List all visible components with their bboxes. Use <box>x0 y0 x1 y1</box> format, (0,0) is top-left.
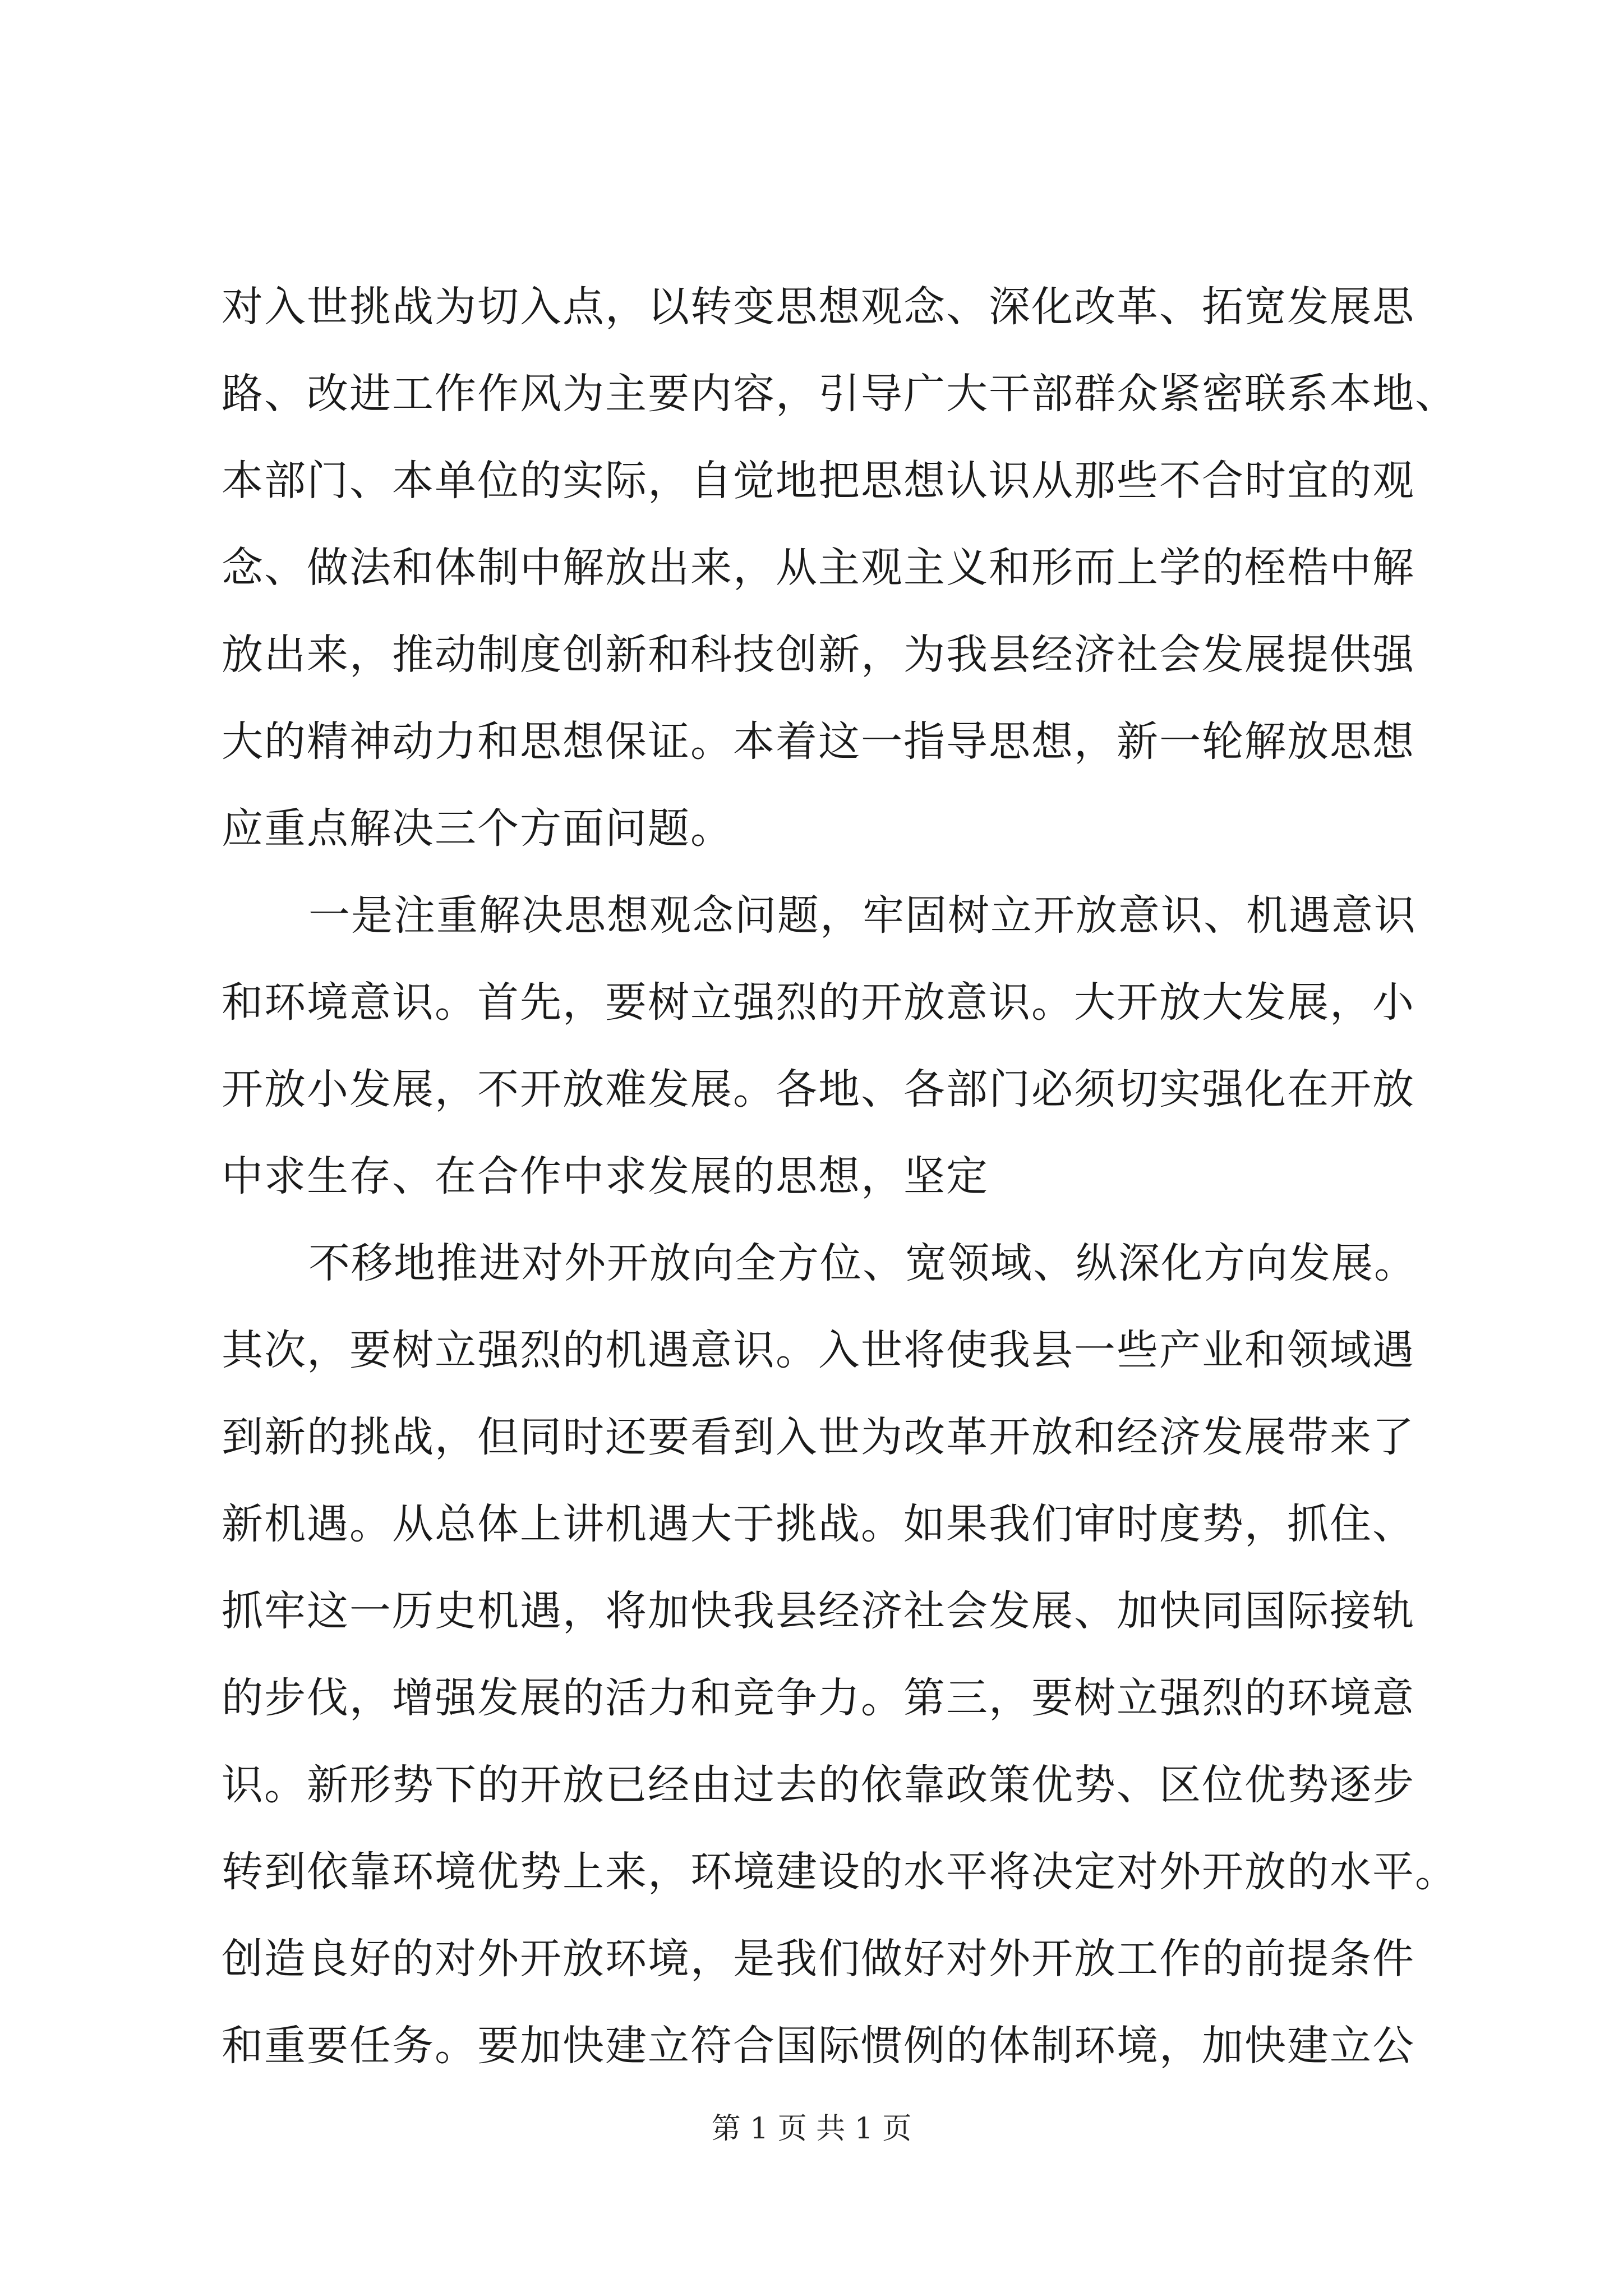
text-line: 本部门、本单位的实际，自觉地把思想认识从那些不合时宜的观 <box>222 457 1415 505</box>
text-line: 创造良好的对外开放环境，是我们做好对外开放工作的前提条件 <box>222 1935 1415 1983</box>
text-line: 放出来，推动制度创新和科技创新，为我县经济社会发展提供强 <box>222 631 1415 679</box>
text-line: 路、改进工作作风为主要内容，引导广大干部群众紧密联系本地、 <box>222 370 1458 418</box>
text-line: 其次，要树立强烈的机遇意识。入世将使我县一些产业和领域遇 <box>222 1326 1415 1374</box>
text-line: 抓牢这一历史机遇，将加快我县经济社会发展、加快同国际接轨 <box>222 1587 1415 1635</box>
text-line: 应重点解决三个方面问题。 <box>222 804 733 853</box>
document-body <box>222 264 1458 2090</box>
text-line: 识。新形势下的开放已经由过去的依靠政策优势、区位优势逐步 <box>222 1761 1415 1809</box>
text-line: 和重要任务。要加快建立符合国际惯例的体制环境，加快建立公 <box>222 2022 1415 2070</box>
paragraph-start-line: 一是注重解决思想观念问题，牢固树立开放意识、机遇意识 <box>308 891 1417 940</box>
text-line: 对入世挑战为切入点，以转变思想观念、深化改革、拓宽发展思 <box>222 283 1415 331</box>
text-line: 的步伐，增强发展的活力和竞争力。第三，要树立强烈的环境意 <box>222 1674 1415 1722</box>
text-line: 转到依靠环境优势上来，环境建设的水平将决定对外开放的水平。 <box>222 1848 1458 1896</box>
text-line: 开放小发展，不开放难发展。各地、各部门必须切实强化在开放 <box>222 1065 1415 1114</box>
text-line: 大的精神动力和思想保证。本着这一指导思想，新一轮解放思想 <box>222 717 1415 766</box>
text-line: 念、做法和体制中解放出来，从主观主义和形而上学的桎梏中解 <box>222 544 1415 592</box>
paragraph-start-line: 不移地推进对外开放向全方位、宽领域、纵深化方向发展。 <box>308 1239 1417 1287</box>
text-line: 新机遇。从总体上讲机遇大于挑战。如果我们审时度势，抓住、 <box>222 1500 1415 1548</box>
text-line: 到新的挑战，但同时还要看到入世为改革开放和经济发展带来了 <box>222 1413 1415 1461</box>
text-line: 和环境意识。首先，要树立强烈的开放意识。大开放大发展，小 <box>222 978 1415 1027</box>
page-number-footer: 第 1 页 共 1 页 <box>711 2112 912 2146</box>
text-line: 中求生存、在合作中求发展的思想，坚定 <box>222 1152 989 1200</box>
